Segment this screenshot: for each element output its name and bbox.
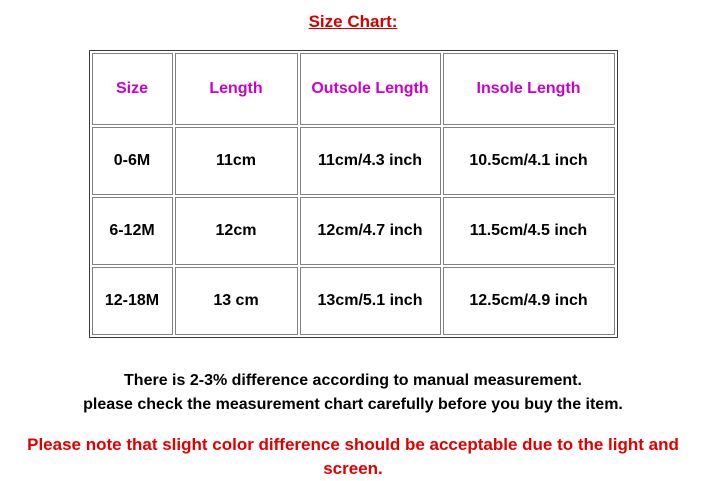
header-cell-outsole-length: Outsole Length [300,53,441,125]
measurement-note-line2: please check the measurement chart carefully before you buy the item. [83,396,623,413]
measurement-note [0,369,706,417]
cell-insole-length: 11.5cm/4.5 inch [443,197,615,265]
table-row [92,197,615,265]
header-cell-insole-length: Insole Length [443,53,615,125]
header-cell-size: Size [92,53,173,125]
cell-size: 12-18M [92,267,173,335]
cell-insole-length: 10.5cm/4.1 inch [443,127,615,195]
size-table-header-row [92,53,615,125]
size-chart-title: Size Chart: [308,12,398,31]
table-row [92,267,615,335]
header-cell-length: Length [175,53,298,125]
cell-length: 11cm [175,127,298,195]
size-table [89,50,618,338]
cell-outsole-length: 13cm/5.1 inch [300,267,441,335]
cell-length: 13 cm [175,267,298,335]
cell-outsole-length: 12cm/4.7 inch [300,197,441,265]
cell-outsole-length: 11cm/4.3 inch [300,127,441,195]
color-difference-note: Please note that slight color difference should be acceptable due to the light and screen. [27,435,679,478]
measurement-note-line1: There is 2-3% difference according to manual measurement. [124,372,582,389]
table-row [92,127,615,195]
cell-insole-length: 12.5cm/4.9 inch [443,267,615,335]
cell-size: 0-6M [92,127,173,195]
cell-size: 6-12M [92,197,173,265]
cell-length: 12cm [175,197,298,265]
